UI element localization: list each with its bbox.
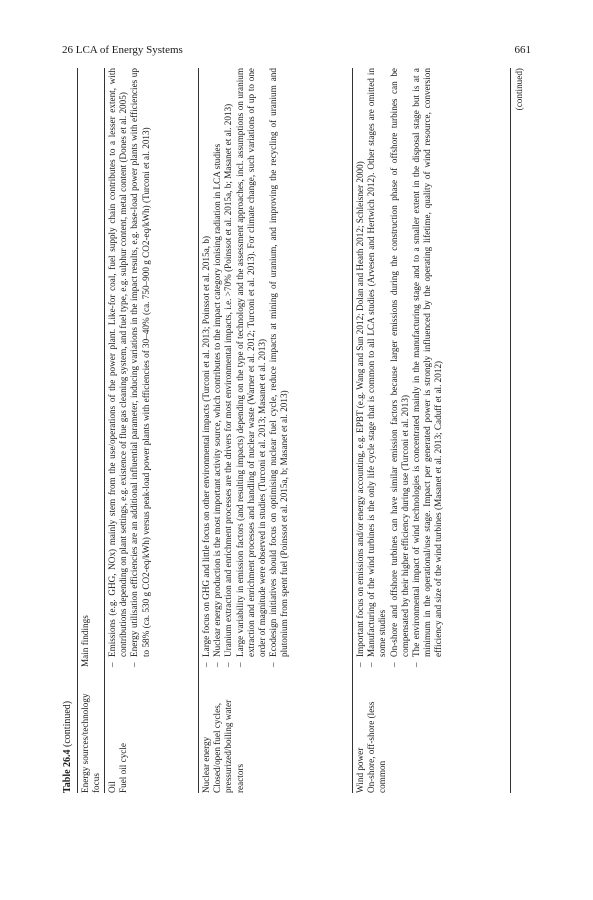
row-nuclear-source (201, 677, 246, 793)
source-label: Nuclear energy (201, 736, 211, 793)
row-wind-source (355, 677, 389, 793)
finding-item: – Energy utilisation efficiencies are an additional influential parameter, inducing variations in the impact results, e.g. base-load power plants with efficiencies up to 58% (ca. 530 g CO2-eq/kWh) versus peak-load power plants with efficiencies of 30–40% (ca. 750–900 g CO2-eq/kWh) (Turconi et al. 2013) (129, 68, 151, 667)
table-bottom-rule (510, 68, 511, 793)
continued-label: (continued) (514, 68, 524, 111)
table-caption-number: Table 26.4 (62, 749, 73, 793)
table-top-rule (77, 68, 78, 793)
finding-item: – Large focus on GHG and little focus on other environmental impacts (Turconi et al. 2013; Poinssot et al. 2015a, b) (201, 235, 211, 667)
row-oil-source (107, 677, 129, 793)
header-rule (104, 68, 105, 793)
row-rule (352, 68, 353, 793)
finding-item: – Ecodesign initiatives should focus on optimising nuclear fuel cycle, reduce impacts at mining of uranium, and improving the recycling of uranium and plutonium from spent fuel (Poinssot et al. 2015a, b; Masanet et al. 2013) (268, 68, 290, 667)
col-header-source: Energy sources/technology focus (80, 693, 102, 793)
source-sublabel: On-shore, off-shore (less common (366, 701, 388, 793)
finding-item: – Large variability in emission factors (and resulting impacts) depending on the type of technology and the assessment approaches, incl. assumptions on uranium extraction and enrichment processes and handling of nuclear waste (Warner et al. 2012; Turconi et al. 2013). For climate change, such variations of up to one order of magnitude were observed in studies (Turconi et al. 2013; Masanet et al. 2013) (234, 68, 268, 667)
finding-item: – Nuclear energy production is the most important activity source, which contributes to the impact category ionising radiation in LCA studies (212, 143, 223, 667)
row-rule (198, 68, 199, 793)
row-oil-findings (107, 68, 152, 667)
table-caption-text: (continued) (62, 700, 73, 750)
source-sublabel: Closed/open fuel cycles, pressurized/boiling water reactors (212, 699, 245, 793)
finding-item: – Emissions (e.g. GHG, NOx) mainly stem from the use/operations of the power plant. Like-for coal, fuel supply chain contributes to a lesser extent, with contributions depending on plant settings, e.g. existence of flue gas cleaning system, and fuel type, e.g. sulphur content, metal content (Dones et al. 2005) (107, 68, 129, 667)
col-header-findings: Main findings (80, 615, 90, 667)
source-label: Wind power (355, 747, 365, 793)
finding-item: – Important focus on emissions and/or energy accounting, e.g. EPBT (e.g. Wang and Sun 2012; Dolan and Heath 2012; Schleisner 2000) (355, 161, 365, 667)
table-caption (62, 701, 74, 793)
row-wind-findings (355, 68, 445, 667)
row-nuclear-findings (201, 68, 291, 667)
finding-item: – Manufacturing of the wind turbines is the only life cycle stage that is common to all LCA studies (Arvesen and Hertwich 2012). Other stages are omitted in some studies (366, 68, 388, 667)
source-label: Oil (107, 781, 117, 793)
running-head: 26 LCA of Energy Systems (62, 44, 183, 56)
finding-item: – Uranium extraction and enrichment processes are the drivers for most environmental impacts, i.e. >70% (Poinssot et al. 2015a, b; Masanet et al. 2013) (223, 103, 234, 667)
rotated-table (62, 68, 522, 793)
finding-item: – On-shore and offshore turbines can have similar emission factors because larger emissions during the construction phase of offshore turbines can be compensated by their higher efficiency during use (Turconi et al. 2013) (388, 68, 410, 667)
page-number: 661 (514, 44, 531, 56)
finding-item: – The environmental impact of wind technologies is concentrated mainly in the manufacturing stage and to a smaller extent in the disposal stage but is at a minimum in the operational/use stage. Impact per generated power is strongly influenced by the operating lifetime, quality of wind resource, conversion efficiency and size of the wind turbines (Masanet et al. 2013; Caduff et al. 2012) (411, 68, 444, 667)
source-sublabel: Fuel oil cycle (118, 742, 129, 793)
